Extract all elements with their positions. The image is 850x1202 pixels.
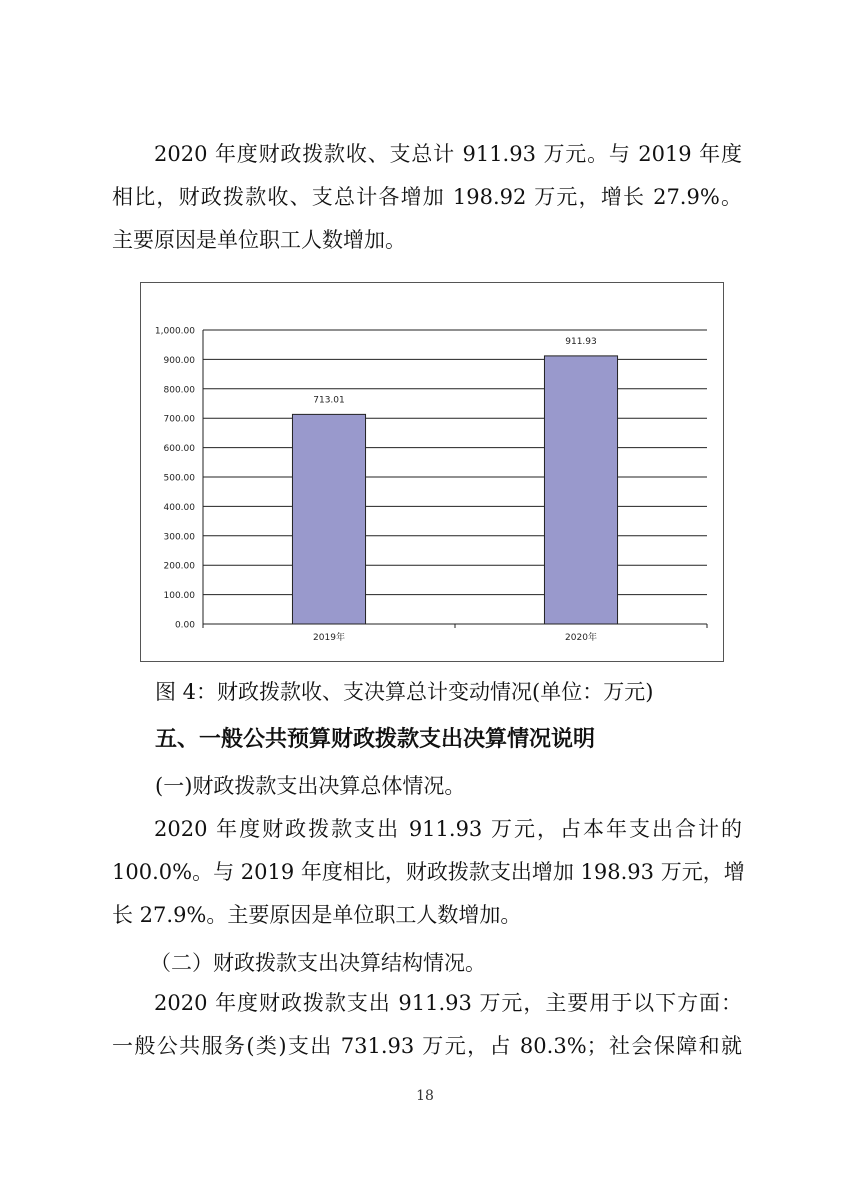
paragraph-2 — [112, 982, 742, 1068]
subsection-title-2: （二）财政拨款支出决算结构情况。 — [150, 951, 486, 975]
y-tick-label: 700.00 — [163, 414, 195, 425]
paragraph-2-line-1: 2020 年度财政拨款支出 911.93 万元，主要用于以下方面： — [154, 991, 742, 1015]
y-tick-label: 0.00 — [174, 620, 195, 631]
figure-caption: 图 4：财政拨款收、支决算总计变动情况(单位：万元) — [155, 680, 654, 704]
y-tick-label: 1,000.00 — [154, 326, 195, 337]
bar-chart-svg — [141, 283, 723, 661]
y-tick-label: 900.00 — [163, 355, 195, 366]
bar — [544, 356, 617, 624]
intro-line-3: 主要原因是单位职工人数增加。 — [112, 228, 406, 252]
paragraph-1-line-3: 长 27.9%。主要原因是单位职工人数增加。 — [112, 903, 522, 927]
y-tick-label: 100.00 — [163, 591, 195, 602]
intro-line-1: 2020 年度财政拨款收、支总计 911.93 万元。与 2019 年度 — [154, 142, 742, 166]
data-label: 713.01 — [313, 395, 345, 406]
x-tick-label: 2020年 — [565, 633, 597, 643]
section-heading: 五、一般公共预算财政拨款支出决算情况说明 — [155, 727, 596, 752]
y-tick-label: 500.00 — [163, 473, 195, 484]
bar — [292, 414, 365, 624]
paragraph-1-line-1: 2020 年度财政拨款支出 911.93 万元，占本年支出合计的 — [154, 817, 742, 841]
intro-paragraph — [112, 133, 742, 262]
bar-chart — [140, 282, 724, 662]
page-number: 18 — [416, 1088, 434, 1104]
data-label: 911.93 — [565, 336, 597, 347]
intro-line-2: 相比，财政拨款收、支总计各增加 198.92 万元，增长 27.9%。 — [112, 185, 742, 209]
x-tick-label: 2019年 — [313, 633, 345, 643]
subsection-title-1: (一)财政拨款支出决算总体情况。 — [155, 774, 466, 798]
paragraph-1 — [112, 808, 745, 937]
paragraph-2-line-2: 一般公共服务(类)支出 731.93 万元，占 80.3%；社会保障和就 — [112, 1034, 742, 1058]
y-tick-label: 300.00 — [163, 532, 195, 543]
y-tick-label: 800.00 — [163, 385, 195, 396]
paragraph-1-line-2: 100.0%。与 2019 年度相比，财政拨款支出增加 198.93 万元，增 — [112, 860, 745, 884]
y-tick-label: 200.00 — [163, 561, 195, 572]
y-tick-label: 600.00 — [163, 444, 195, 455]
y-tick-label: 400.00 — [163, 502, 195, 513]
